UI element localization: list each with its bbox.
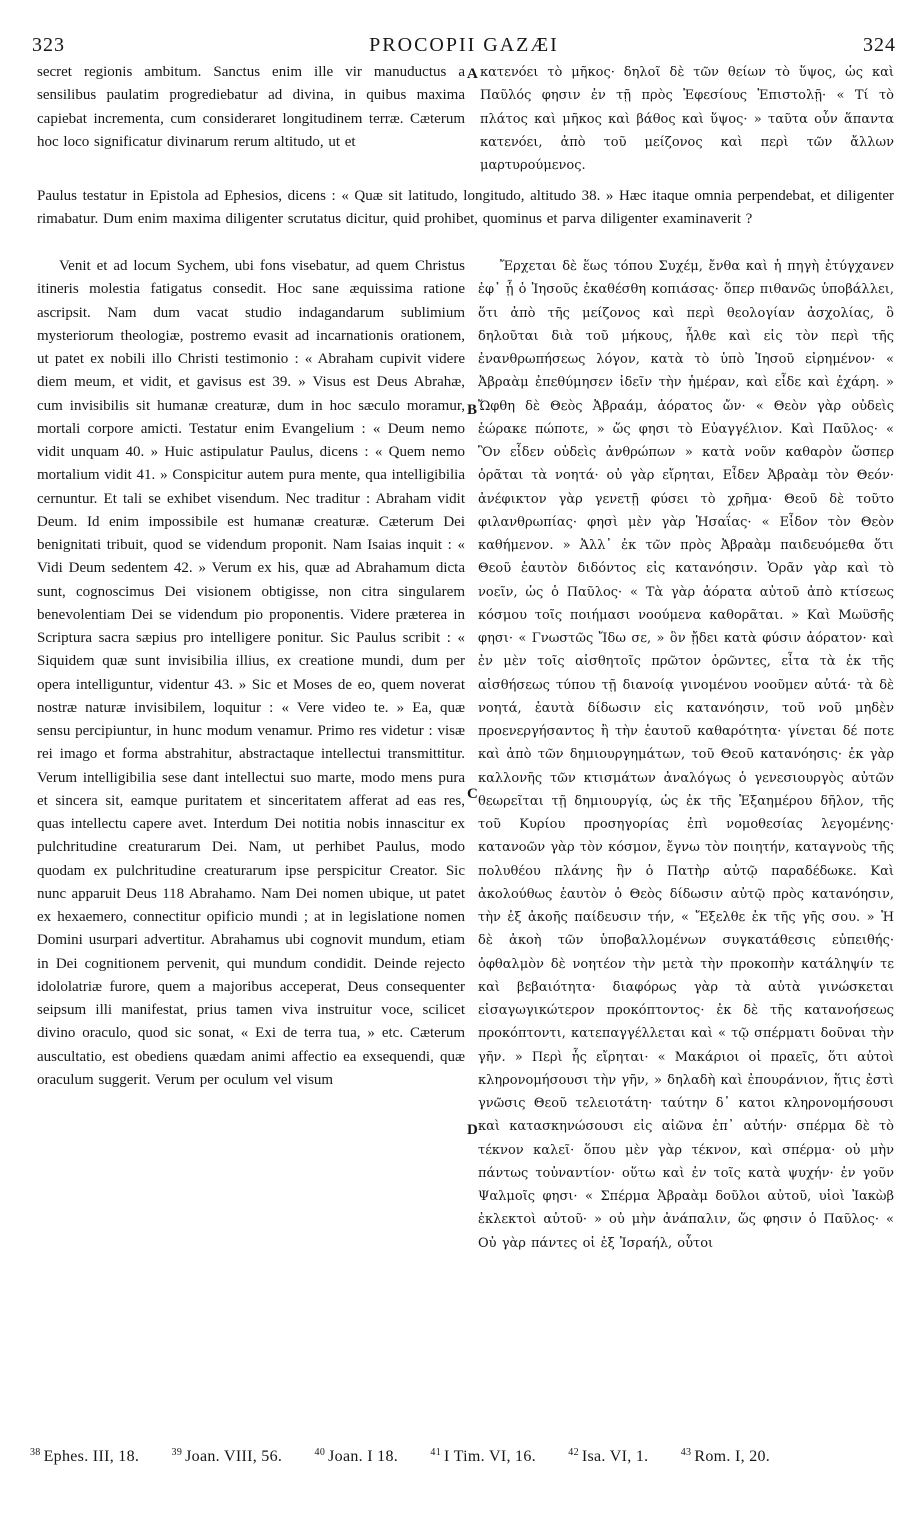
footnote-reference: Ephes. III, 18.: [43, 1448, 140, 1466]
footnotes: [30, 1447, 898, 1477]
footnote-reference: I Tim. VI, 16.: [444, 1448, 536, 1466]
footnote-reference: Rom. I, 20.: [694, 1448, 771, 1466]
right-page-number: 324: [863, 34, 896, 56]
margin-marker-d: D: [467, 1122, 478, 1138]
margin-marker-b: B: [467, 402, 478, 418]
page-header: [32, 34, 896, 60]
latin-column-text: Venit et ad locum Sychem, ubi fons visebatur, ad quem Christus itineris molestia fatigatus consedit. Hoc sane æquissima ratione ascripsit. Nam dum vacat studio indagandarum sublimium mysteriorum theologiæ, postremo evasit ad incarnationis orationem, ut patet ex nobili illo Christi testimonio : « Abraham cupivit videre diem meum, et vidit, et gavisus est 39. » Visus est Deus Abrahæ, cum invisibilis sit humanæ creaturæ, dum in hoc sæculo moramur, mortali corpore amicti. Testatur enim Evangelium : « Deum nemo vidit unquam 40. » Huic astipulatur Paulus, dicens : « Quem nemo mortalium vidit 41. » Conspicitur autem pura mente, qua intelligibilia cernuntur. Et tali se exhibet visendum. Nec traditur : Abraham vidit Deum. Id enim impossibile est humanæ creaturæ. Cæterum Dei benignitati tribuit, quod se videndum proponit. Nam Isaias inquit : « Vidi Deum sedentem 42. » Verum ex his, quæ ad Abrahamum dicta sunt, cognoscimus Dei visionem obtigisse, non citra singularem benevolentiam Dei se videndum pio proponentis. Videre præterea in Scriptura sacra sæpius pro intelligere ponitur. Sic Paulus scribit : « Siquidem quæ sunt invisibilia illius, ex creatione mundi, dum per opera intelliguntur, videntur 43. » Sic et Moses de eo, quem noverat nostræ naturæ invisibilem, loquitur : « Vere video te. » Ea, quæ sensu percipiuntur, in hunc modum venamur. Primo res videtur : visæ rei imago et forma abstrahitur, abstractaque intellectui transmittitur. Verum intelligibilia sese dant intellectui suo marte, modo mens pura et sincera sit, eamque puritatem et sinceritatem afferat ad eas res, quas intellectu capere avet. Interdum Dei notitia nobis innascitur ex pulchritudine creaturarum Dei. Nam, ut perhibet Paulus, modo quodam ex pulchritudine creaturarum ipse perspicitur Creator. Sic nunc apparuit Deus 118 Abrahamo. Nam Dei nomen ubique, ut patet ex hexaemero, connectitur opificio mundi ; at in legislatione nomen Domini usurpari advertitur. Abrahamus ubi cognovit mundum, etiam in Dei cognitionem pervenit, qui mundum condidit. Deinde rejecto idololatriæ furore, quem a majoribus acceperat, Deus consequenter seipsum illi manifestat, prius tamen viva instruitur voce, scilicet divino oraculo, quod sic sonat, « Exi de terra tua, » etc. Cæterum auscultatio, est obediens quædam animi affectio ea exsequendi, quæ oraculum suggerit. Verum per oculum vel visum: [37, 258, 465, 1088]
margin-marker-a: A: [467, 66, 478, 82]
footnote: [568, 1448, 648, 1465]
footnote: [681, 1448, 770, 1465]
greek-column-text: Ἔρχεται δὲ ἕως τόπου Συχέμ, ἔνθα καὶ ἡ πηγὴ ἐτύγχανεν ἐφ᾿ ᾗ ὁ Ἰησοῦς ἐκαθέσθη κοπιάσας· ὅπερ πιθανῶς ὑποβάλλει, ὅτι ἀπὸ τῆς μείζονος καὶ περὶ θεολογίαν ἀσχολίας, ὃ δηλοῦται διὰ τοῦ μήκους, ἦλθε καὶ εἰς τὸν περὶ τῆς ἐνανθρωπήσεως λόγον, κατὰ τὸ ὑπὸ Ἰησοῦ εἰρημένον· « Ἀβραὰμ ἐπεθύμησεν ἰδεῖν τὴν ἡμέραν, καὶ εἶδε καὶ ἐχάρη. » Ὤφθη δὲ Θεὸς Ἀβραάμ, ἀόρατος ὤν· « Θεὸν γὰρ οὐδεὶς ἑώρακε πώποτε, » ὥς φησι τὸ Εὐαγγέλιον. Καὶ Παῦλος· « Ὃν εἶδεν οὐδεὶς ἀνθρώπων » κατὰ νοῦν καθαρὸν ὥσπερ ὁρᾶται τὰ νοητά· οὐ γὰρ εἴρηται, Εἶδεν Ἀβραὰμ τὸν Θεόν· ἀνέφικτον γὰρ γενετῇ φύσει τὸ χρῆμα· Θεοῦ δὲ τοῦτο φιλανθρωπίας· φησὶ μὲν γὰρ Ἡσαΐας· « Εἶδον τὸν Θεὸν καθήμενον. » Ἀλλ᾿ ἐκ τῶν πρὸς Ἀβραὰμ παιδευόμεθα ὅτι Θεοῦ ἑαυτὸν διδόντος εἰς κατανόησιν. Ὁρᾶν γὰρ καὶ τὸ νοεῖν, ὡς ὁ Παῦλος· « Τὰ γὰρ ἀόρατα αὐτοῦ ἀπὸ κτίσεως κόσμου τοῖς ποιήμασι νοούμενα καθορᾶται. » Καὶ Μωϋσῆς φησι· « Γνωστῶς Ἴδω σε, » ὃν ᾔδει κατὰ φύσιν ἀόρατον· καὶ ἐν μὲν τοῖς αἰσθητοῖς πρῶτον ὁρῶντες, εἶτα τὰ ἐκ τῆς αἰσθήσεως τύπου τῇ διανοίᾳ γινομένου νοοῦμεν αὐτά· τὰ δὲ νοητά, ἑαυτὰ δίδωσιν εἰς κατανόησιν, τοῦ νοῦ μηδὲν προενεργήσαντος ἢ τὴν ἑαυτοῦ καθαρότητα· γίνεται δέ ποτε καὶ ἀπὸ τῶν δημιουργημάτων, τοῦ Θεοῦ κατανόησις· ἐκ γὰρ καλλονῆς τῶν κτισμάτων ἀναλόγως ὁ γενεσιουργὸς αὐτῶν θεωρεῖται τῇ δημιουργίᾳ, ὡς ἐκ τῆς Ἑξαημέρου δῆλον, τῆς τοῦ Κυρίου προσηγορίας ἐπὶ νομοθεσίας λεγομένης· κατανοῶν γὰρ τὸν κόσμον, ἔγνω τὸν ποιητήν, καταγνοὺς τῆς πολυθέου πλάνης ἣν ὁ Πατὴρ αὐτῷ παραδέδωκε. Καὶ ἀκολούθως ἑαυτὸν ὁ Θεὸς δίδωσιν αὐτῷ πρὸς κατανόησιν, τὴν ἐξ ἀκοῆς παίδευσιν τήν, « Ἔξελθε ἐκ τῆς γῆς σου. » Ἡ δὲ ἀκοὴ τῶν ὑποβαλλομένων συγκατάθεσις εὐπειθής· ὀφθαλμὸν δὲ νοητέον τὴν μετὰ τὴν προκοπὴν κατάληψίν τε καὶ βεβαιότητα· διαφόρως γὰρ τὰ αὐτὰ γινώσκεται εἰσαγωγικώτερον προκόπτοντος· ἐκ δὲ τῆς κατανοήσεως προκόπτοντι, κατεπαγγέλλεται καὶ « τῷ σπέρματι δοῦναι τὴν γῆν. » Περὶ ἧς εἴρηται· « Μακάριοι οἱ πραεῖς, ὅτι αὐτοὶ κληρονομήσουσι τὴν γῆν, » δηλαδὴ καὶ ἐπουράνιον, ἥτις ἐστὶ γνῶσις Θεοῦ τελειοτάτη· ταύτην δ᾿ κατοι κληρονομήσουσι καὶ κατασκηνώσουσι εἰς αἰῶνα ἐπ᾿ αὐτήν· σπέρμα δὲ τὸ τέκνον καλεῖ· ὅπου μὲν γὰρ τέκνον, καὶ σπέρμα· οὐ μὴν πάντως τοὐναντίον· οὕτω καὶ ἐν τοῖς κατὰ ψυχήν· ἐν γοῦν Ψαλμοῖς φησι· « Σπέρμα Ἀβραὰμ δοῦλοι αὐτοῦ, υἱοὶ Ἰακὼβ ἐκλεκτοὶ αὐτοῦ· » οὐ μὴν ἀνάπαλιν, ὥς φησιν ὁ Παῦλος· « Οὐ γὰρ πάντες οἱ ἐξ Ἰσραήλ, οὗτοι: [478, 259, 894, 1251]
footnote-reference: Isa. VI, 1.: [581, 1448, 649, 1466]
latin-top-paragraph: secret regionis ambitum. Sanctus enim ille vir manuductus a sensilibus paulatim progrediebatur ad divina, in quibus maxima capiebat incrementa, cum consideraret longitudinem terræ. Cæterum hoc loco significatur divinarum rerum altitudo, ut et: [37, 64, 465, 150]
footnote: [30, 1448, 139, 1465]
footnote: [430, 1448, 536, 1465]
running-title: PROCOPII GAZÆI: [369, 34, 559, 56]
footnote: [315, 1448, 399, 1465]
full-width-latin-paragraph: Paulus testatur in Epistola ad Ephesios, dicens : « Quæ sit latitudo, longitudo, altitudo 38. » Hæc itaque omnia perpendebat, et diligenter rimabatur. Dum enim maxima diligenter scrutatus dicitur, quid prohibet, quominus et parva diligenter examinaverit ?: [37, 188, 894, 228]
footnote-number: 40: [314, 1447, 326, 1458]
footnote-number: 39: [171, 1447, 183, 1458]
footnote-number: 38: [30, 1447, 41, 1458]
margin-marker-c: C: [467, 786, 478, 802]
footnote-reference: Joan. I 18.: [328, 1448, 399, 1466]
footnote-number: 43: [680, 1447, 692, 1458]
footnote: [172, 1448, 283, 1465]
footnote-number: 42: [568, 1447, 579, 1458]
footnote-reference: Joan. VIII, 56.: [185, 1448, 283, 1466]
left-page-number: 323: [32, 34, 65, 56]
footnote-number: 41: [430, 1447, 442, 1458]
greek-top-paragraph: κατενόει τὸ μῆκος· δηλοῖ δὲ τῶν θείων τὸ ὕψος, ὡς καὶ Παῦλός φησιν ἐν τῇ πρὸς Ἐφεσίους Ἐπιστολῇ· « Τί τὸ πλάτος καὶ μῆκος καὶ βάθος καὶ ὕψος· » ταῦτα οὖν ἅπαντα κατενόει, ἀπὸ τοῦ μείζονος καὶ περὶ τῶν ἄλλων μαρτυρούμενος.: [480, 65, 894, 173]
